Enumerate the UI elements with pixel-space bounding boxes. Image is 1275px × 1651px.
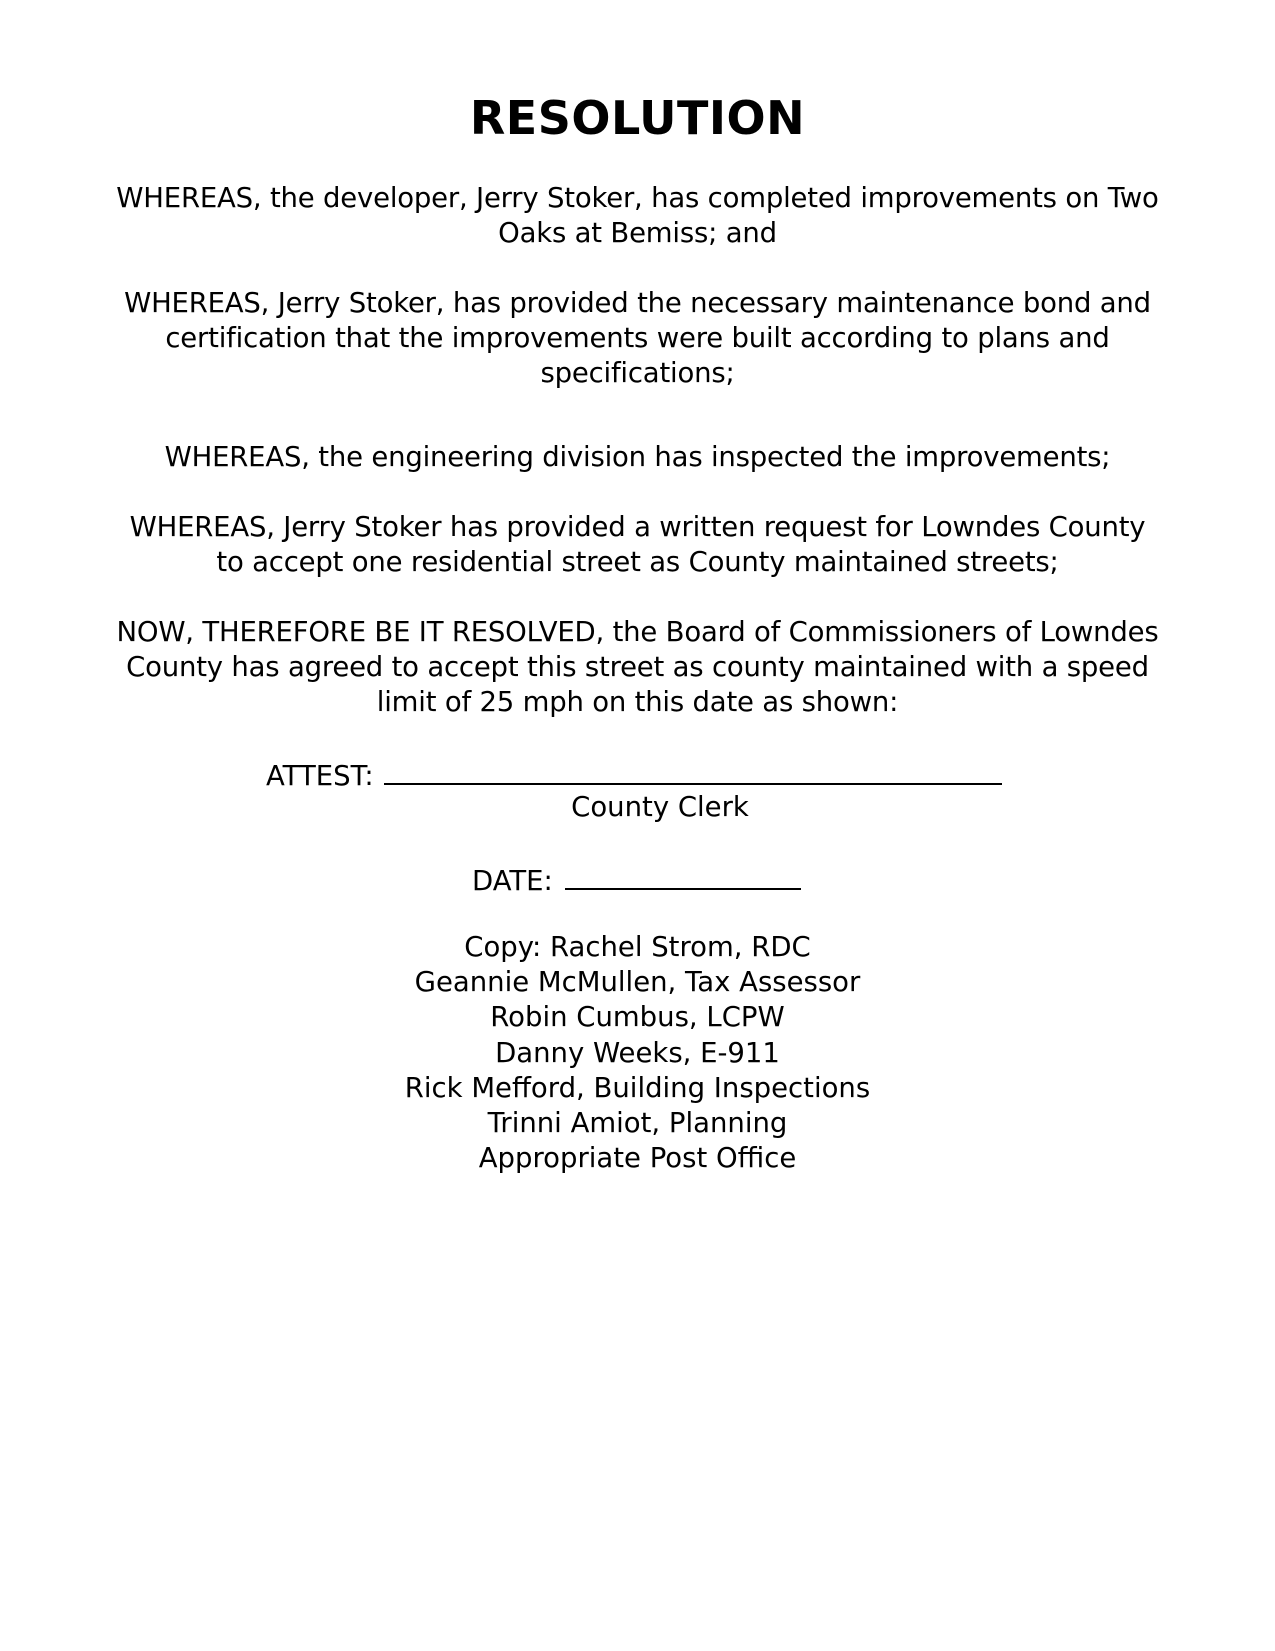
whereas-paragraph-1: WHEREAS, the developer, Jerry Stoker, has completed improvements on Two Oaks at Bemiss; and [116,182,1159,249]
attest-signature-line [384,755,1002,785]
copy-recipient: Robin Cumbus, LCPW [490,1001,785,1034]
copy-recipient: Trinni Amiot, Planning [487,1107,788,1140]
copy-recipient: Appropriate Post Office [478,1142,797,1175]
attest-label: ATTEST: [266,760,374,792]
date-label: DATE: [472,865,553,897]
date-signature-line [565,860,801,890]
county-clerk-label: County Clerk [571,791,749,823]
whereas-paragraph-2: WHEREAS, Jerry Stoker, has provided the necessary maintenance bond and certification that the improvements were built according to plans and specifications; [124,287,1151,389]
attest-row [266,755,1002,794]
copy-distribution-list [0,930,1275,1176]
date-row [472,860,801,899]
copy-recipient: Rick Mefford, Building Inspections [404,1071,871,1104]
document-title: RESOLUTION [469,91,806,145]
resolved-paragraph: NOW, THEREFORE BE IT RESOLVED, the Board of Commissioners of Lowndes County has agreed to accept this street as county maintained with a speed limit of 25 mph on this date as shown: [116,616,1159,718]
copy-recipient: Geannie McMullen, Tax Assessor [414,966,861,999]
copy-recipient: Copy: Rachel Strom, RDC [464,931,811,963]
whereas-paragraph-3: WHEREAS, the engineering division has inspected the improvements; [164,441,1111,473]
copy-recipient: Danny Weeks, E-911 [495,1036,780,1069]
whereas-paragraph-4: WHEREAS, Jerry Stoker has provided a written request for Lowndes County to accept one residential street as County maintained streets; [129,511,1146,578]
